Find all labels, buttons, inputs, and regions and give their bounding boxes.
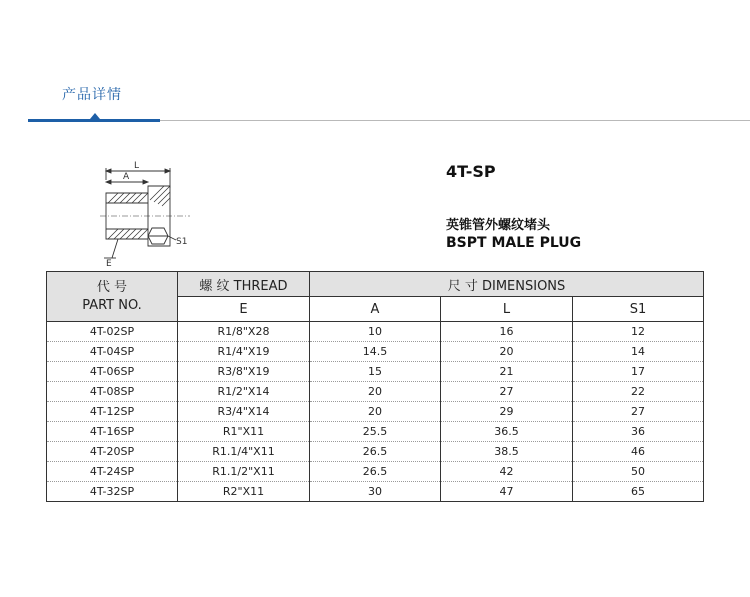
cell-a: 20 — [310, 382, 441, 402]
table-row — [47, 442, 704, 462]
header-thread: 螺 纹 THREAD — [178, 272, 310, 297]
cell-s1: 22 — [573, 382, 704, 402]
cell-l: 20 — [441, 342, 573, 362]
cell-l: 16 — [441, 322, 573, 342]
cell-l: 47 — [441, 482, 573, 502]
product-name-cn: 英锥管外螺纹堵头 — [446, 218, 551, 233]
cell-thread: R3/8"X19 — [178, 362, 310, 382]
cell-l: 38.5 — [441, 442, 573, 462]
product-name-en: BSPT MALE PLUG — [446, 235, 582, 251]
cell-l: 27 — [441, 382, 573, 402]
cell-a: 20 — [310, 402, 441, 422]
cell-a: 26.5 — [310, 442, 441, 462]
drawing-label-e: E — [106, 259, 112, 268]
table-row — [47, 342, 704, 362]
cell-part-no: 4T-24SP — [47, 462, 178, 482]
cell-l: 42 — [441, 462, 573, 482]
cell-thread: R1.1/2"X11 — [178, 462, 310, 482]
cell-s1: 12 — [573, 322, 704, 342]
cell-s1: 46 — [573, 442, 704, 462]
tab-active-indicator — [28, 119, 160, 122]
table-row — [47, 422, 704, 442]
table-row — [47, 362, 704, 382]
cell-l: 29 — [441, 402, 573, 422]
drawing-label-s1: S1 — [176, 237, 188, 247]
header-col-s1: S1 — [573, 297, 704, 322]
cell-a: 14.5 — [310, 342, 441, 362]
tab-product-details[interactable]: 产品详情 — [62, 87, 122, 103]
header-col-l: L — [441, 297, 573, 322]
header-col-a: A — [310, 297, 441, 322]
cell-a: 30 — [310, 482, 441, 502]
cell-a: 15 — [310, 362, 441, 382]
cell-s1: 65 — [573, 482, 704, 502]
cell-part-no: 4T-16SP — [47, 422, 178, 442]
cell-s1: 27 — [573, 402, 704, 422]
cell-thread: R1.1/4"X11 — [178, 442, 310, 462]
cell-thread: R3/4"X14 — [178, 402, 310, 422]
drawing-label-a: A — [123, 172, 130, 182]
cell-a: 26.5 — [310, 462, 441, 482]
table-row — [47, 482, 704, 502]
header-part-no — [47, 272, 178, 322]
drawing-label-l: L — [134, 161, 140, 171]
cell-part-no: 4T-04SP — [47, 342, 178, 362]
cell-s1: 17 — [573, 362, 704, 382]
spec-table — [46, 271, 704, 502]
cell-part-no: 4T-08SP — [47, 382, 178, 402]
cell-part-no: 4T-20SP — [47, 442, 178, 462]
cell-thread: R1"X11 — [178, 422, 310, 442]
table-row — [47, 462, 704, 482]
header-part-no-en: PART NO. — [82, 297, 142, 313]
header-col-e: E — [178, 297, 310, 322]
product-code: 4T-SP — [446, 162, 496, 181]
plug-technical-drawing — [98, 158, 193, 268]
cell-part-no: 4T-02SP — [47, 322, 178, 342]
cell-s1: 36 — [573, 422, 704, 442]
cell-part-no: 4T-32SP — [47, 482, 178, 502]
cell-l: 21 — [441, 362, 573, 382]
cell-thread: R2"X11 — [178, 482, 310, 502]
cell-thread: R1/8"X28 — [178, 322, 310, 342]
cell-part-no: 4T-12SP — [47, 402, 178, 422]
cell-s1: 50 — [573, 462, 704, 482]
cell-a: 25.5 — [310, 422, 441, 442]
cell-s1: 14 — [573, 342, 704, 362]
header-dimensions: 尺 寸 DIMENSIONS — [310, 272, 704, 297]
table-row — [47, 322, 704, 342]
cell-part-no: 4T-06SP — [47, 362, 178, 382]
tab-caret-icon — [90, 113, 100, 119]
table-row — [47, 382, 704, 402]
cell-a: 10 — [310, 322, 441, 342]
cell-thread: R1/4"X19 — [178, 342, 310, 362]
table-row — [47, 402, 704, 422]
header-part-no-cn: 代 号 — [96, 279, 128, 295]
cell-thread: R1/2"X14 — [178, 382, 310, 402]
cell-l: 36.5 — [441, 422, 573, 442]
